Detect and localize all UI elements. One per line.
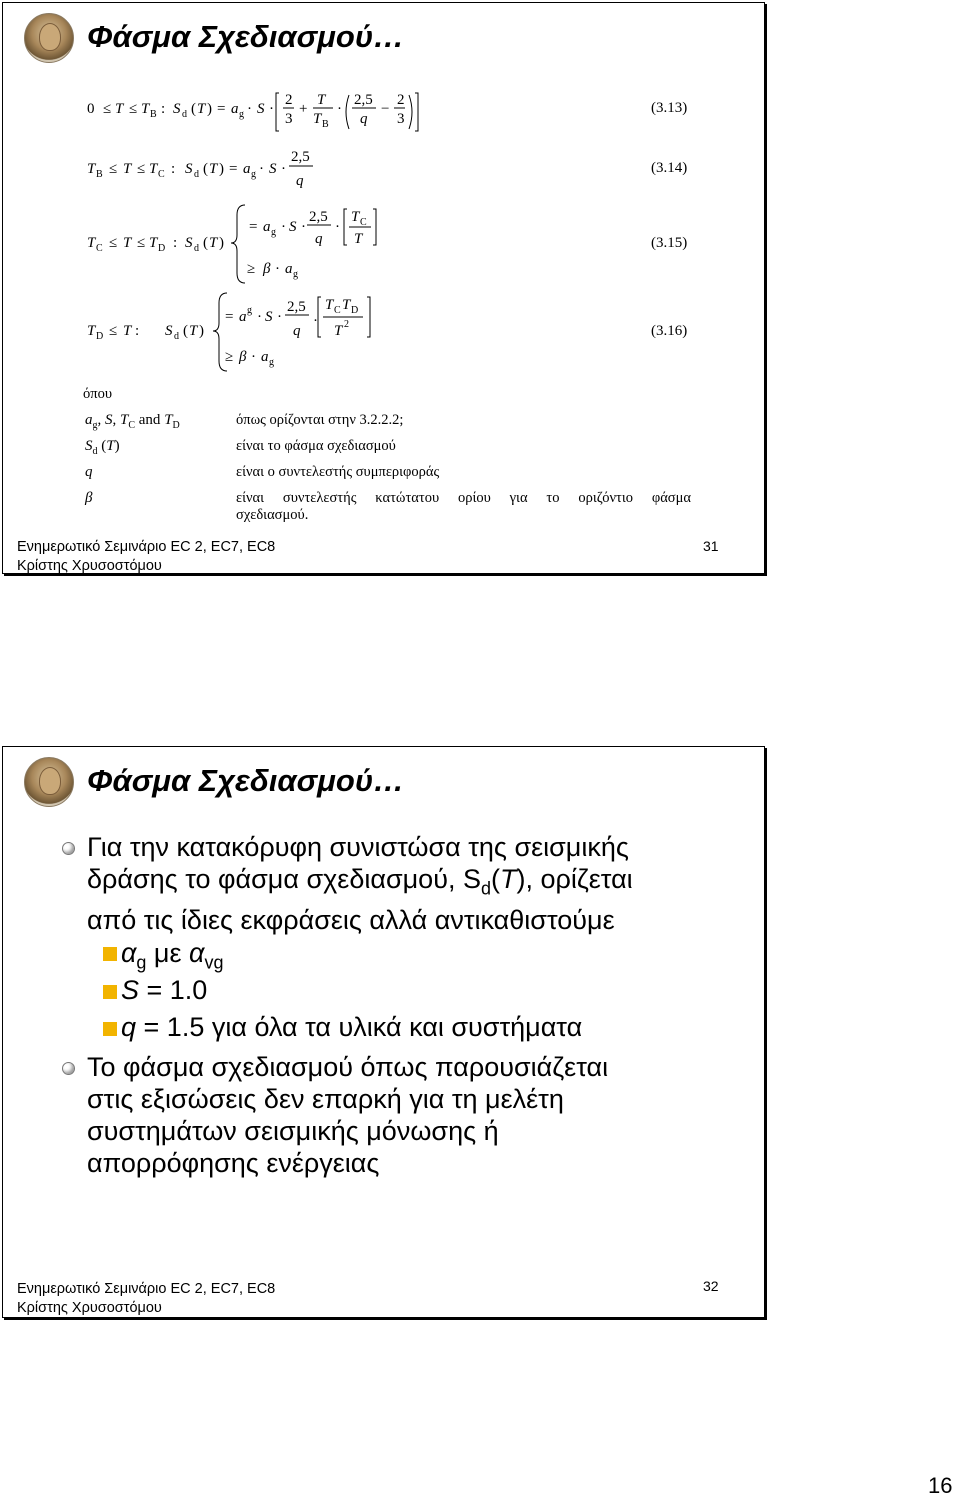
definition-symbol: β <box>85 490 93 506</box>
svg-text:2,5: 2,5 <box>309 209 328 225</box>
equation-3-16 <box>81 291 401 378</box>
svg-text:g: g <box>269 357 274 368</box>
svg-text:T: T <box>342 297 351 313</box>
svg-text:2,5: 2,5 <box>287 299 306 315</box>
footer <box>17 538 275 574</box>
svg-text:T: T <box>123 235 132 251</box>
mosaic-portrait-logo-icon <box>24 13 74 63</box>
svg-text:q: q <box>315 231 323 247</box>
svg-text:d: d <box>194 169 199 180</box>
bullet-line: δράσης το φάσμα σχεδιασμού, $S_d(T)$, ορίζεται <box>87 864 633 899</box>
bullet-line: απορρόφησης ενέργειας <box>87 1148 380 1178</box>
svg-text:a: a <box>239 309 247 325</box>
svg-text:a: a <box>263 219 271 235</box>
svg-text:=: = <box>225 309 234 325</box>
svg-text:T: T <box>317 92 326 108</box>
svg-text:β: β <box>263 261 271 277</box>
svg-text:3: 3 <box>397 111 405 127</box>
definition-text: είναι συντελεστής κατώτατου ορίου για το οριζόντιο φάσμα <box>236 490 691 506</box>
svg-text:≤: ≤ <box>137 161 146 177</box>
svg-text:·: · <box>269 101 274 117</box>
svg-text:2: 2 <box>285 92 293 108</box>
svg-text:(: ( <box>183 323 188 339</box>
svg-text:S: S <box>265 309 273 325</box>
svg-text::: : <box>135 323 140 339</box>
svg-text:·: · <box>277 309 282 325</box>
svg-text:S: S <box>185 235 193 251</box>
svg-text:B: B <box>322 119 329 130</box>
svg-text:D: D <box>96 331 104 342</box>
svg-text:a: a <box>285 261 293 277</box>
svg-text:2: 2 <box>397 92 405 108</box>
svg-text:d: d <box>182 109 187 120</box>
page-number: 16 <box>928 1473 953 1498</box>
bullet-line: Για την κατακόρυφη συνιστώσα της σεισμικής <box>87 832 629 862</box>
svg-text:C: C <box>158 169 165 180</box>
bullet-line: στις εξισώσεις δεν επαρκή για τη μελέτη <box>87 1084 564 1114</box>
svg-text:3: 3 <box>285 111 293 127</box>
equation-3-15 <box>81 203 401 290</box>
svg-text:T: T <box>189 323 198 339</box>
svg-text:d: d <box>194 243 199 254</box>
equation-3-13 <box>81 91 441 140</box>
svg-text:D: D <box>158 243 166 254</box>
definition-symbol: $a_g$, S, $T_C$ and $T_D$ <box>85 412 180 431</box>
svg-text:T: T <box>123 161 132 177</box>
svg-text:·: · <box>337 101 342 117</box>
svg-text:·: · <box>281 219 286 235</box>
svg-text:S: S <box>173 101 181 117</box>
svg-text:): ) <box>219 235 224 251</box>
svg-text:(: ( <box>191 101 196 117</box>
sub-bullet-icon <box>103 1022 117 1036</box>
footer-seminar: Ενημερωτικό Σεμινάριο EC 2, EC7, EC8 <box>17 1281 276 1297</box>
svg-text:·: · <box>313 313 318 329</box>
svg-text:≤: ≤ <box>129 101 138 117</box>
svg-text:T: T <box>141 101 150 117</box>
equation-number: (3.15) <box>651 235 688 251</box>
svg-text:·: · <box>247 101 252 117</box>
svg-text:·: · <box>281 161 286 177</box>
where-label: όπου <box>83 386 112 402</box>
equation-number: (3.16) <box>651 323 688 339</box>
svg-text:T: T <box>197 101 206 117</box>
sub-bullet-q: q = 1.5 για όλα τα υλικά και συστήματα <box>121 1012 583 1042</box>
bullet-icon <box>62 1062 75 1075</box>
sub-bullet-icon <box>103 947 117 961</box>
definition-symbol: $S_d$ (T) <box>85 438 120 457</box>
slide-title: Φάσμα Σχεδιασμού… <box>87 19 405 54</box>
svg-text:q: q <box>360 111 368 127</box>
svg-text:B: B <box>96 169 103 180</box>
svg-text:β: β <box>239 349 247 365</box>
svg-text:·: · <box>259 161 264 177</box>
svg-text:T: T <box>334 323 343 339</box>
svg-text:T: T <box>351 209 360 225</box>
svg-text:): ) <box>207 101 212 117</box>
equation-number: (3.13) <box>651 100 688 116</box>
definition-text-continued: σχεδιασμού. <box>236 507 309 523</box>
svg-text:S: S <box>185 161 193 177</box>
svg-text:S: S <box>257 101 265 117</box>
bullet-line: από τις ίδιες εκφράσεις αλλά αντικαθιστούμε <box>87 905 615 936</box>
svg-text:T: T <box>87 161 96 177</box>
svg-text:S: S <box>269 161 277 177</box>
svg-text:): ) <box>219 161 224 177</box>
slide-32 <box>2 746 765 1318</box>
svg-text:≤: ≤ <box>103 101 112 117</box>
svg-text:0: 0 <box>87 101 95 117</box>
svg-text:≥: ≥ <box>247 261 256 277</box>
svg-text:T: T <box>313 111 322 127</box>
svg-text::: : <box>173 235 178 251</box>
svg-text:g: g <box>239 109 244 120</box>
bullet-icon <box>62 842 75 855</box>
svg-text:C: C <box>96 243 103 254</box>
svg-text:g: g <box>293 269 298 280</box>
svg-text:D: D <box>351 305 359 316</box>
slide-title: Φάσμα Σχεδιασμού… <box>87 763 405 798</box>
svg-text:≥: ≥ <box>225 349 234 365</box>
svg-text:·: · <box>275 261 280 277</box>
svg-text:·: · <box>257 309 262 325</box>
svg-text:2,5: 2,5 <box>291 149 310 165</box>
svg-text:): ) <box>199 323 204 339</box>
svg-text:·: · <box>301 219 306 235</box>
svg-text:d: d <box>174 331 179 342</box>
svg-text:(: ( <box>203 161 208 177</box>
svg-text::: : <box>171 161 176 177</box>
footer-author: Κρίστης Χρυσοστόμου <box>17 558 162 574</box>
svg-text:B: B <box>150 109 157 120</box>
svg-text:−: − <box>381 101 390 117</box>
definition-text: όπως ορίζονται στην 3.2.2.2; <box>236 412 404 428</box>
svg-text:S: S <box>289 219 297 235</box>
svg-text:T: T <box>149 161 158 177</box>
svg-text:T: T <box>87 323 96 339</box>
svg-text:T: T <box>209 235 218 251</box>
svg-text:T: T <box>115 101 124 117</box>
svg-text:T: T <box>149 235 158 251</box>
svg-text:T: T <box>325 297 334 313</box>
definition-text: είναι ο συντελεστής συμπεριφοράς <box>236 464 440 480</box>
bullet-line: Το φάσμα σχεδιασμού όπως παρουσιάζεται <box>87 1052 609 1082</box>
svg-text:+: + <box>299 101 308 117</box>
svg-text:T: T <box>209 161 218 177</box>
svg-text:S: S <box>165 323 173 339</box>
svg-text:(: ( <box>203 235 208 251</box>
svg-text:a: a <box>243 161 251 177</box>
svg-text:=: = <box>229 161 238 177</box>
svg-text:a: a <box>231 101 239 117</box>
svg-text:·: · <box>335 219 340 235</box>
svg-text:·: · <box>251 349 256 365</box>
footer-seminar: Ενημερωτικό Σεμινάριο EC 2, EC7, EC8 <box>17 539 276 555</box>
svg-text:g: g <box>271 227 276 238</box>
bullet-line: συστημάτων σεισμικής μόνωσης ή <box>87 1116 499 1146</box>
equation-number: (3.14) <box>651 160 688 176</box>
svg-text:g: g <box>251 169 256 180</box>
sub-bullet-ag: $\alpha_g$ με $\alpha_{vg}$ <box>121 938 224 973</box>
definition-symbol: q <box>85 464 93 480</box>
svg-text:2: 2 <box>344 319 349 330</box>
bullet-vertical-component <box>87 831 633 936</box>
footer <box>17 1280 275 1318</box>
svg-text:=: = <box>249 219 258 235</box>
footer-author: Κρίστης Χρυσοστόμου <box>17 1300 162 1316</box>
svg-text:T: T <box>354 231 363 247</box>
svg-text:≤: ≤ <box>109 323 118 339</box>
svg-text:q: q <box>296 173 304 189</box>
svg-text:=: = <box>217 101 226 117</box>
equation-3-14 <box>81 147 341 196</box>
slide-31 <box>2 2 765 574</box>
slide-number: 32 <box>703 1278 719 1294</box>
svg-text:T: T <box>123 323 132 339</box>
slide-number: 31 <box>703 538 719 554</box>
svg-text:2,5: 2,5 <box>354 92 373 108</box>
svg-text:q: q <box>293 323 301 339</box>
svg-text:a: a <box>261 349 269 365</box>
svg-text:T: T <box>87 235 96 251</box>
sub-bullet-icon <box>103 985 117 999</box>
svg-text:≤: ≤ <box>137 235 146 251</box>
svg-text::: : <box>161 101 166 117</box>
sub-bullet-s: S = 1.0 <box>121 975 208 1005</box>
mosaic-portrait-logo-icon <box>24 757 74 807</box>
definition-text: είναι το φάσμα σχεδιασμού <box>236 438 396 454</box>
svg-text:≤: ≤ <box>109 235 118 251</box>
svg-text:≤: ≤ <box>109 161 118 177</box>
svg-text:g: g <box>247 305 252 316</box>
svg-text:C: C <box>334 305 341 316</box>
bullet-isolation-note <box>87 1051 608 1179</box>
svg-text:C: C <box>360 217 367 228</box>
